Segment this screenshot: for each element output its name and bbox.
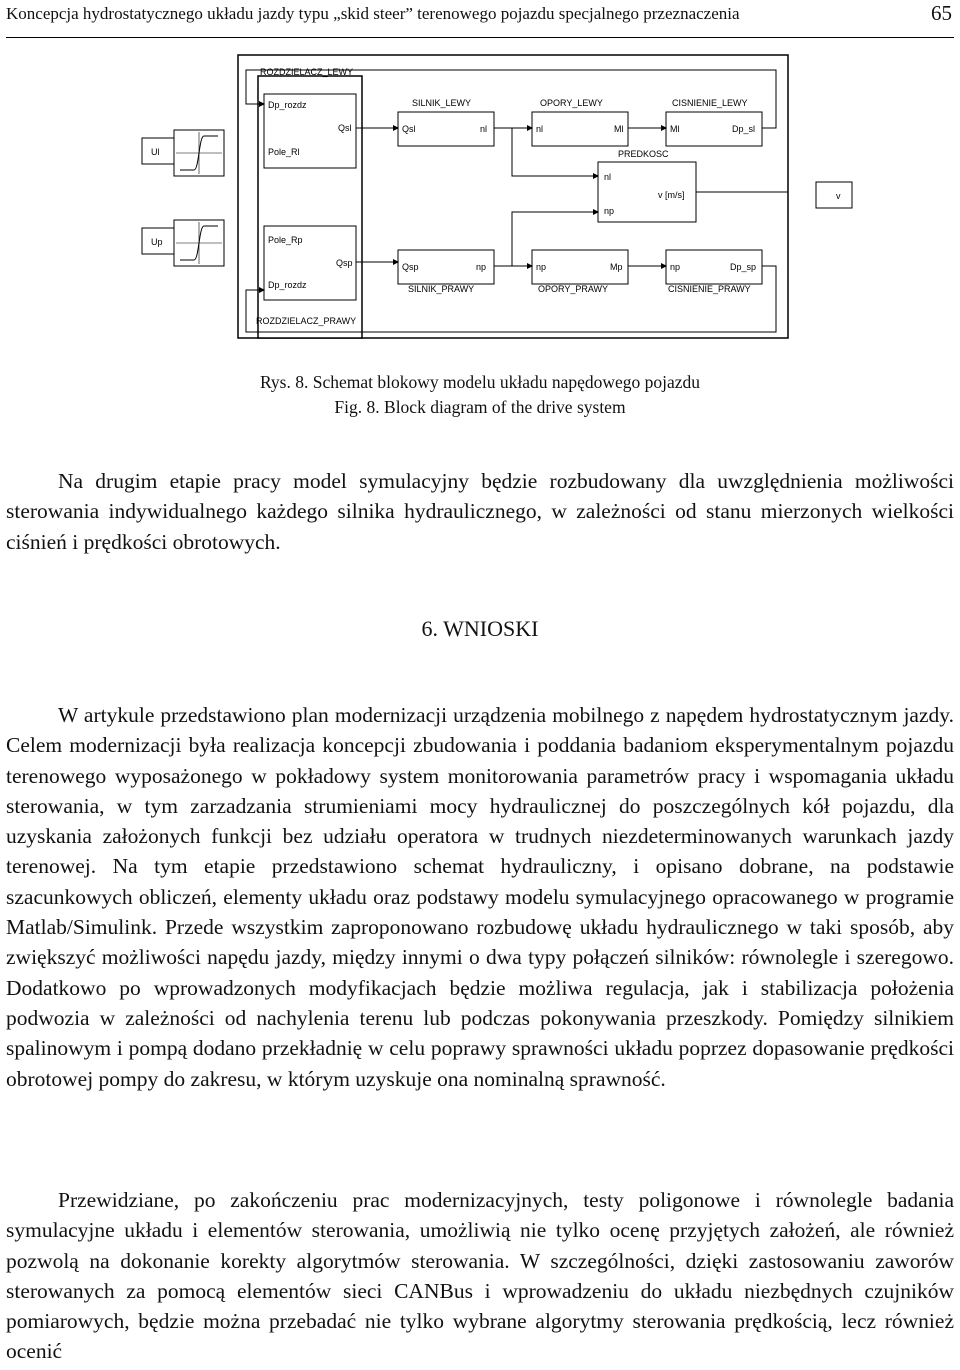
opory-prawy-out: Mp bbox=[610, 262, 623, 272]
conclusions-paragraph-2: Przewidziane, po zakończeniu prac modernizacyjnych, testy poligonowe i równolegle badania symulacyjne układu i elementów sterowania, umożliwią nie tylko ocenę przyjętych założeń, ale również pozwolą na dokonanie korekty algorytmów sterowania. W szczególności, dzięki zastosowaniu zaworów sterowanych za pomocą elementów sieci CANBus i wprowadzeniu do układu niezbędnych czujników pomiarowych, będzie można przebadać nie tylko wybrane algorytmy sterowania prędkością, lecz również ocenić bbox=[6, 1188, 954, 1364]
silnik-lewy-name: SILNIK_LEWY bbox=[412, 98, 472, 108]
cisnienie-lewy-in: Ml bbox=[670, 124, 680, 134]
opory-prawy-name: OPORY_PRAWY bbox=[538, 284, 609, 294]
cisnienie-prawy-in: np bbox=[670, 262, 681, 272]
silnik-lewy-in: Qsl bbox=[402, 124, 416, 134]
cisnienie-prawy-name: CISNIENIE_PRAWY bbox=[668, 284, 751, 294]
figure-caption-en: Fig. 8. Block diagram of the drive system bbox=[334, 397, 626, 417]
rozdzielacz-prawy-out: Qsp bbox=[336, 258, 353, 268]
section-heading: 6. WNIOSKI bbox=[421, 616, 539, 641]
opory-lewy-in: nl bbox=[536, 124, 544, 134]
header-rule bbox=[6, 37, 954, 38]
silnik-lewy-out: nl bbox=[480, 124, 488, 134]
silnik-prawy-out: np bbox=[476, 262, 487, 272]
conclusions-paragraph-1: W artykule przedstawiono plan modernizacji urządzenia mobilnego z napędem hydrostatycznym jazdy. Celem modernizacji była realizacja koncepcji zbudowania i poddania badaniom eksperymentalnym pojazdu terenowego wyposażonego w pokładowy system monitorowania parametrów pracy i wspomagania układu sterowania, w tym zarzadzania strumieniami mocy hydraulicznej do poszczególnych kół pojazdu, dla uzyskania założonych funkcji bez udziału operatora w trudnych niezdeterminowanych warunkach jazdy terenowej. Na tym etapie przedstawiono schemat hydrauliczny, i opisano dobrane, na podstawie szacunkowych obliczeń, elementy układu oraz podstawy modelu symulacyjnego opracowanego w programie Matlab/Simulink. Przede wszystkim zaproponowano rozbudowę układu hydraulicznego w taki sposób, aby zwiększyć możliwości napędu jazdy, między innymi o dwa typy połączeń silników: równolegle i szeregowo. Dodatkowo po wprowadzonych modyfikacjach będzie możliwa regulacja, jak i stabilizacja położenia podwozia w zależności od nachylenia terenu lub podczas pokonywania przeszkody. Pomiędzy silnikiem spalinowym i pompą dodano przekładnię w celu poprawy sprawności układu poprzez dopasowanie prędkości obrotowej pompy do zakresu, w którym uzyskuje ona nominalną sprawność. bbox=[6, 703, 954, 1091]
running-head bbox=[6, 1, 954, 28]
input-up-label: Up bbox=[151, 237, 163, 247]
rozdzielacz-prawy-name: ROZDZIELACZ_PRAWY bbox=[256, 316, 357, 326]
opory-lewy-name: OPORY_LEWY bbox=[540, 98, 603, 108]
input-ul-label: Ul bbox=[151, 147, 160, 157]
cisnienie-lewy-name: CISNIENIE_LEWY bbox=[672, 98, 748, 108]
predkosc-name: PREDKOSC bbox=[618, 149, 669, 159]
output-v-block bbox=[816, 182, 852, 208]
block-diagram-figure bbox=[151, 50, 841, 343]
cisnienie-lewy-out: Dp_sl bbox=[732, 124, 756, 134]
block-diagram bbox=[151, 50, 841, 343]
rozdzielacz-prawy-in2: Dp_rozdz bbox=[268, 280, 307, 290]
rozdzielacz-prawy-in1: Pole_Rp bbox=[268, 235, 303, 245]
rozdzielacz-lewy-in2: Pole_Rl bbox=[268, 147, 300, 157]
rozdzielacz-lewy-name: ROZDZIELACZ_LEWY bbox=[260, 67, 354, 77]
rozdzielacz-lewy-in1: Dp_rozdz bbox=[268, 100, 307, 110]
silnik-prawy-name: SILNIK_PRAWY bbox=[408, 284, 475, 294]
predkosc-in1: nl bbox=[604, 172, 612, 182]
running-title: Koncepcja hydrostatycznego układu jazdy typu „skid steer” terenowego pojazdu specjalnego przeznaczenia bbox=[6, 4, 740, 23]
output-v-label: v bbox=[836, 191, 841, 201]
silnik-prawy-in: Qsp bbox=[402, 262, 419, 272]
figure-caption-pl: Rys. 8. Schemat blokowy modelu układu napędowego pojazdu bbox=[259, 372, 701, 392]
predkosc-out: v [m/s] bbox=[658, 190, 685, 200]
opory-lewy-out: Ml bbox=[614, 124, 624, 134]
predkosc-in2: np bbox=[604, 206, 615, 216]
cisnienie-prawy-out: Dp_sp bbox=[730, 262, 757, 272]
intro-paragraph: Na drugim etapie pracy model symulacyjny będzie rozbudowany dla uwzględnienia możliwości sterowania indywidualnego każdego silnika hydraulicznego, w zależności od stanu mierzonych wielkości ciśnień i prędkości obrotowych. bbox=[6, 469, 954, 554]
rozdzielacz-lewy-out: Qsl bbox=[338, 123, 352, 133]
opory-prawy-in: np bbox=[536, 262, 547, 272]
page-number: 65 bbox=[931, 1, 952, 25]
